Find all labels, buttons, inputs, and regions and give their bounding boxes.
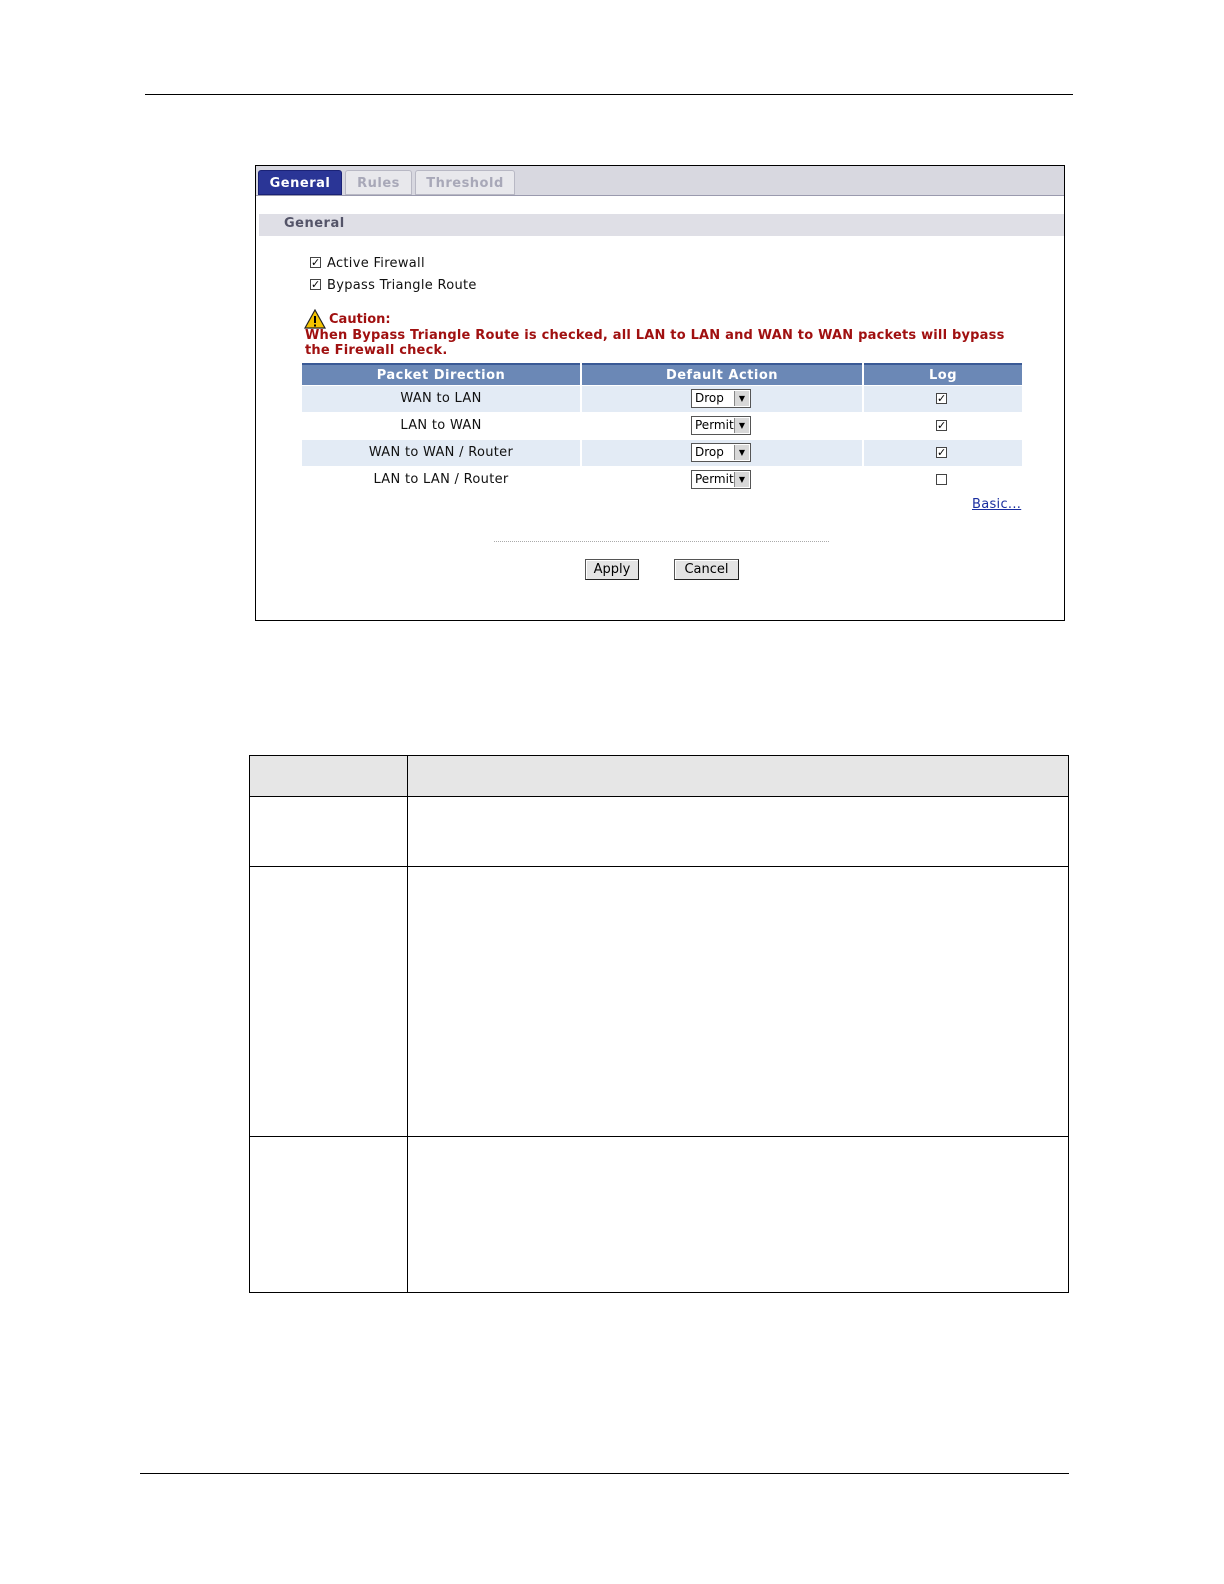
- log-checkbox[interactable]: ✓: [937, 419, 947, 432]
- header-log: Log: [864, 363, 1022, 385]
- table-row: [302, 440, 1022, 466]
- bypass-triangle-route-checkbox[interactable]: ✓: [311, 278, 321, 291]
- default-action-select[interactable]: [691, 389, 751, 408]
- dropdown-arrow-icon[interactable]: ▼: [734, 445, 749, 460]
- packet-direction: LAN to LAN / Router: [373, 472, 509, 487]
- bypass-triangle-route-label: Bypass Triangle Route: [327, 278, 477, 293]
- caution-title: Caution:: [329, 312, 391, 327]
- packet-direction: WAN to WAN / Router: [368, 445, 514, 460]
- description-table-header: [250, 756, 1068, 797]
- basic-link[interactable]: Basic...: [972, 497, 1022, 512]
- dropdown-arrow-icon[interactable]: ▼: [734, 472, 749, 487]
- packet-direction: LAN to WAN: [400, 418, 482, 433]
- tab-rules[interactable]: Rules: [345, 170, 412, 195]
- bottom-rule: [140, 1473, 1069, 1474]
- active-firewall-checkbox[interactable]: ✓: [311, 256, 321, 269]
- header-default-action: Default Action: [582, 363, 862, 385]
- description-table: [249, 755, 1069, 1293]
- dropdown-arrow-icon[interactable]: ▼: [734, 418, 749, 433]
- default-action-value: Drop: [695, 445, 724, 459]
- default-action-select[interactable]: [691, 416, 751, 435]
- divider: [494, 541, 829, 542]
- default-action-select[interactable]: [691, 470, 751, 489]
- top-rule: [145, 94, 1073, 95]
- cancel-button[interactable]: Cancel: [674, 559, 739, 580]
- active-firewall-label: Active Firewall: [327, 256, 425, 271]
- log-checkbox[interactable]: ✓: [937, 392, 947, 405]
- table-row: [302, 386, 1022, 412]
- apply-button[interactable]: Apply: [585, 559, 639, 580]
- default-action-select[interactable]: [691, 443, 751, 462]
- caution-text: When Bypass Triangle Route is checked, all LAN to LAN and WAN to WAN packets will bypass the Firewall check.: [305, 328, 1005, 358]
- table-row: [302, 413, 1022, 439]
- tab-general[interactable]: General: [258, 170, 342, 195]
- default-action-value: Permit: [695, 418, 734, 432]
- section-header: [259, 214, 1064, 236]
- packet-direction: WAN to LAN: [400, 391, 482, 406]
- default-action-value: Drop: [695, 391, 724, 405]
- tab-bar: [256, 166, 1064, 196]
- log-checkbox[interactable]: [936, 474, 947, 485]
- section-title: General: [284, 216, 345, 231]
- header-packet-direction: Packet Direction: [302, 363, 580, 385]
- log-checkbox[interactable]: ✓: [937, 446, 947, 459]
- default-action-value: Permit: [695, 472, 734, 486]
- tab-threshold[interactable]: Threshold: [415, 170, 515, 195]
- table-row: [302, 467, 1022, 493]
- dropdown-arrow-icon[interactable]: ▼: [734, 391, 749, 406]
- firewall-general-screen: [255, 165, 1065, 621]
- warning-icon: [304, 309, 326, 329]
